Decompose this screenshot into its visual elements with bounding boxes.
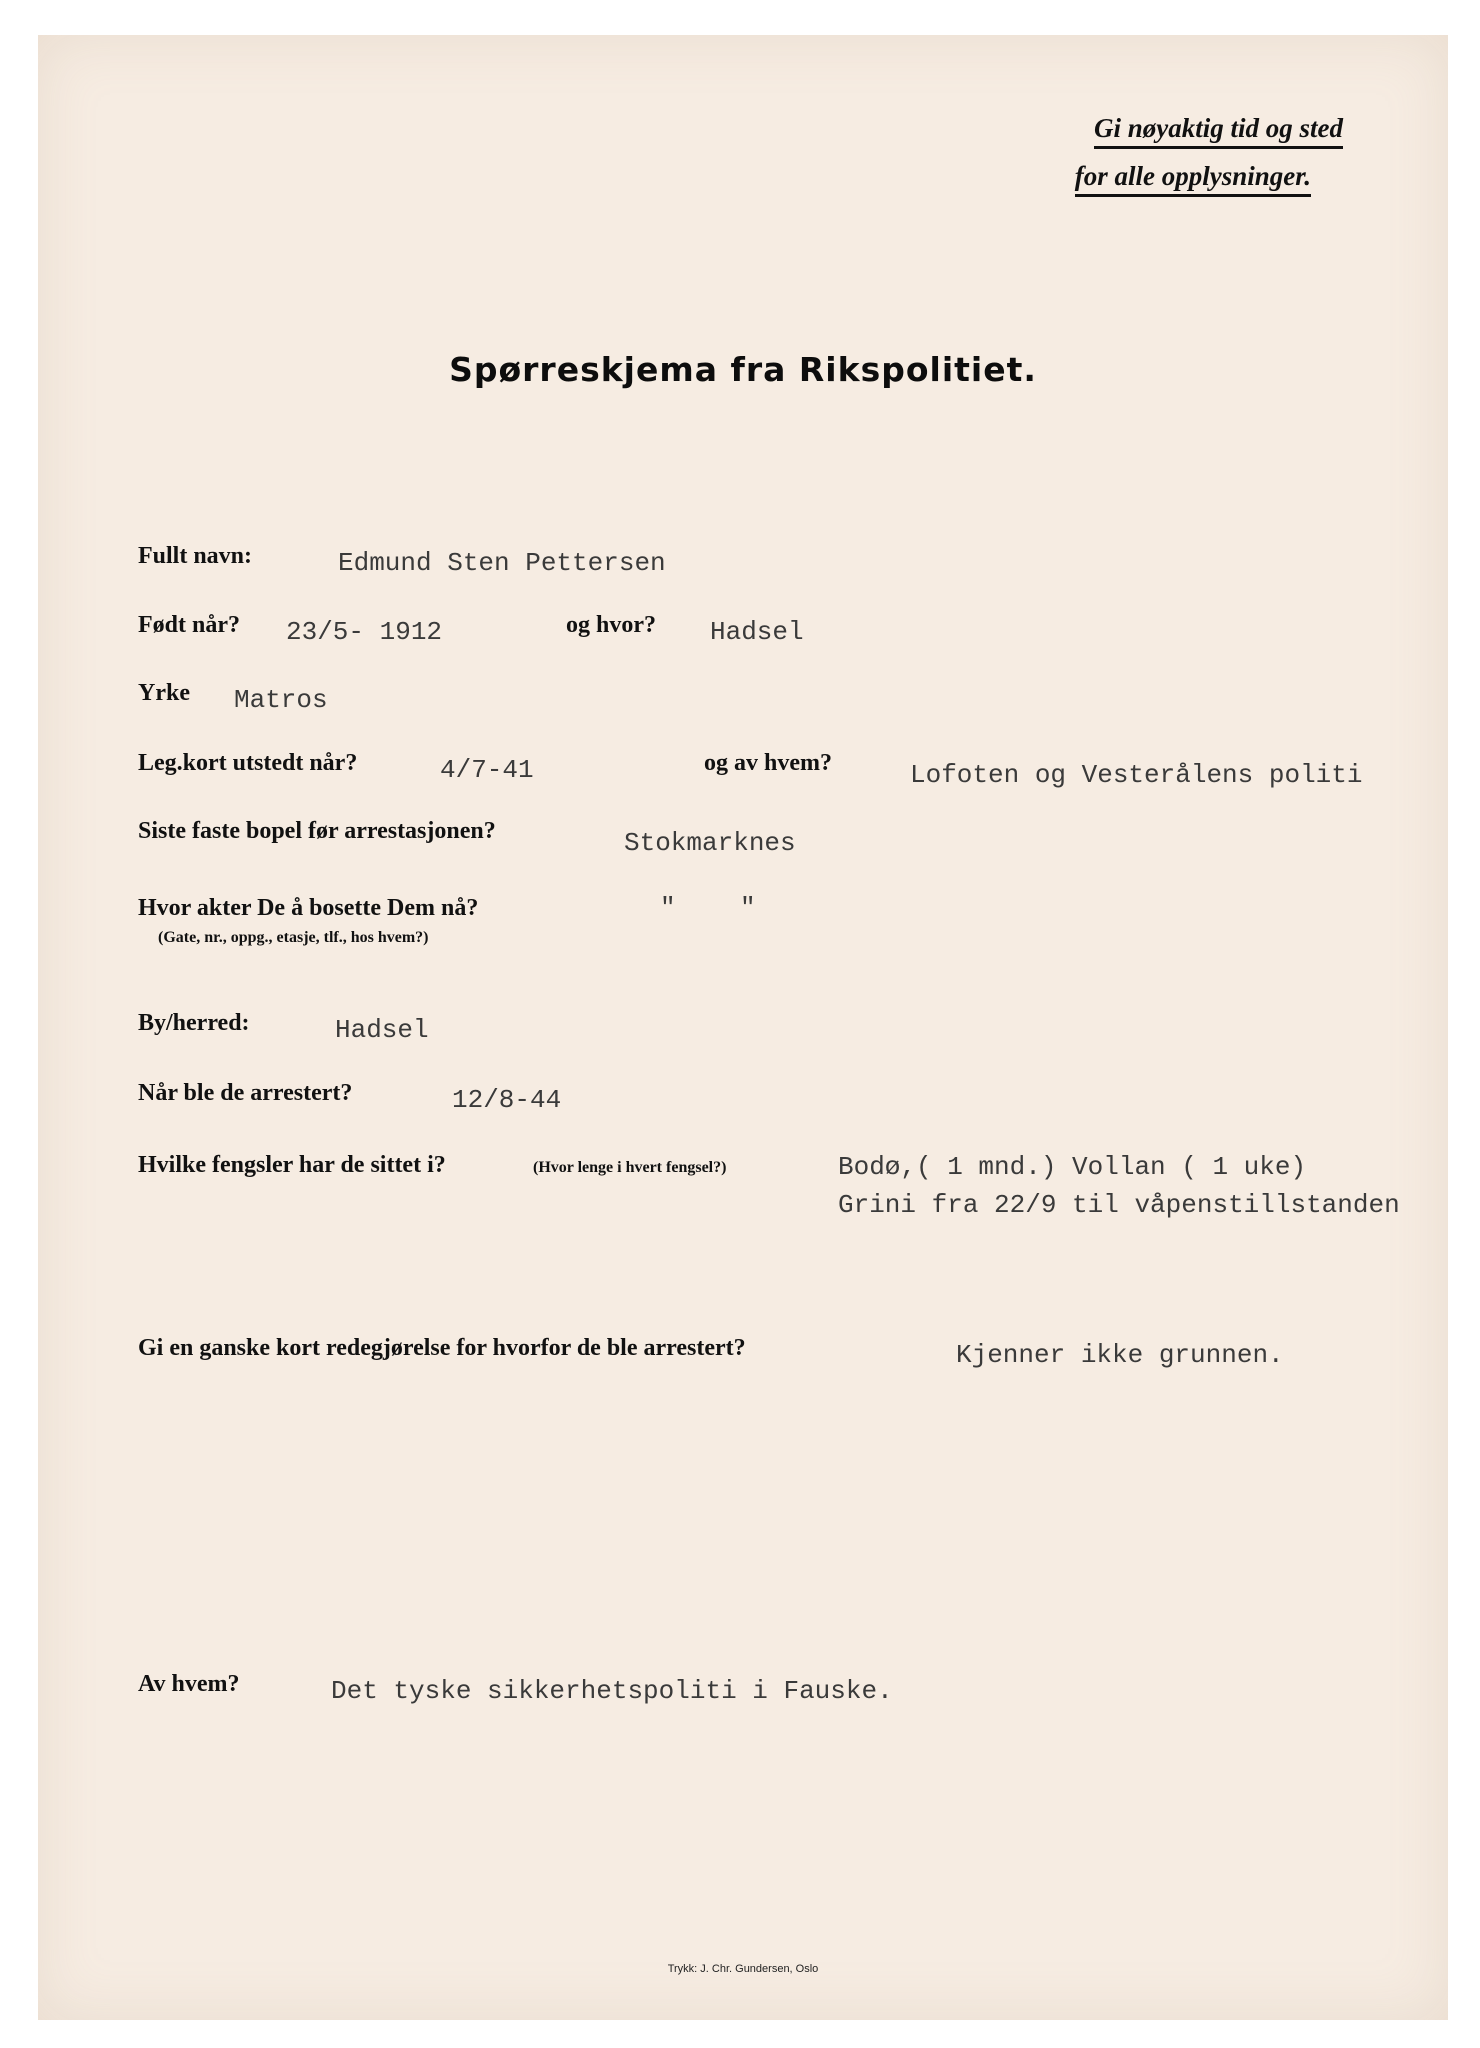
last-residence-value: Stokmarknes (624, 828, 796, 858)
prisons-line-1: Bodø,( 1 mnd.) Vollan ( 1 uke) (838, 1152, 1307, 1182)
notice-line-1: Gi nøyaktig tid og sted (1094, 113, 1343, 149)
municipality-label: By/herred: (138, 1010, 250, 1036)
born-where-value: Hadsel (710, 617, 804, 647)
instruction-notice (1075, 113, 1343, 209)
reason-value: Kjenner ikke grunnen. (956, 1340, 1284, 1370)
born-where-label: og hvor? (566, 612, 656, 638)
settle-label: Hvor akter De å bosette Dem nå? (138, 895, 479, 921)
id-issued-when-value: 4/7-41 (440, 755, 534, 785)
by-whom-value: Det tyske sikkerhetspoliti i Fauske. (331, 1676, 893, 1706)
name-value: Edmund Sten Pettersen (338, 548, 666, 578)
reason-label: Gi en ganske kort redegjørelse for hvorfor de ble arrestert? (138, 1335, 746, 1361)
printer-credit: Trykk: J. Chr. Gundersen, Oslo (667, 1963, 819, 1975)
prisons-sublabel: (Hvor lenge i hvert fengsel?) (533, 1159, 727, 1176)
arrested-when-label: Når ble de arrestert? (138, 1080, 353, 1106)
notice-line-2: for alle opplysninger. (1075, 161, 1311, 197)
settle-ditto-2: " (740, 893, 756, 923)
name-label: Fullt navn: (138, 543, 253, 569)
form-title: Spørreskjema fra Rikspolitiet. (449, 350, 1037, 389)
settle-ditto-1: " (660, 893, 676, 923)
arrested-when-value: 12/8-44 (452, 1085, 562, 1115)
born-when-label: Født når? (138, 612, 240, 638)
form-page (38, 35, 1448, 2020)
id-issued-by-label: og av hvem? (704, 750, 832, 776)
id-issued-when-label: Leg.kort utstedt når? (138, 750, 358, 776)
last-residence-label: Siste faste bopel før arrestasjonen? (138, 818, 496, 844)
born-when-value: 23/5- 1912 (286, 617, 443, 647)
settle-sublabel: (Gate, nr., oppg., etasje, tlf., hos hvem?) (158, 929, 429, 946)
municipality-value: Hadsel (335, 1015, 429, 1045)
prisons-label: Hvilke fengsler har de sittet i? (138, 1152, 446, 1178)
id-issued-by-value: Lofoten og Vesterålens politi (910, 760, 1363, 790)
occupation-label: Yrke (138, 680, 190, 706)
by-whom-label: Av hvem? (138, 1671, 240, 1697)
occupation-value: Matros (234, 685, 328, 715)
prisons-line-2: Grini fra 22/9 til våpenstillstanden (838, 1190, 1400, 1220)
